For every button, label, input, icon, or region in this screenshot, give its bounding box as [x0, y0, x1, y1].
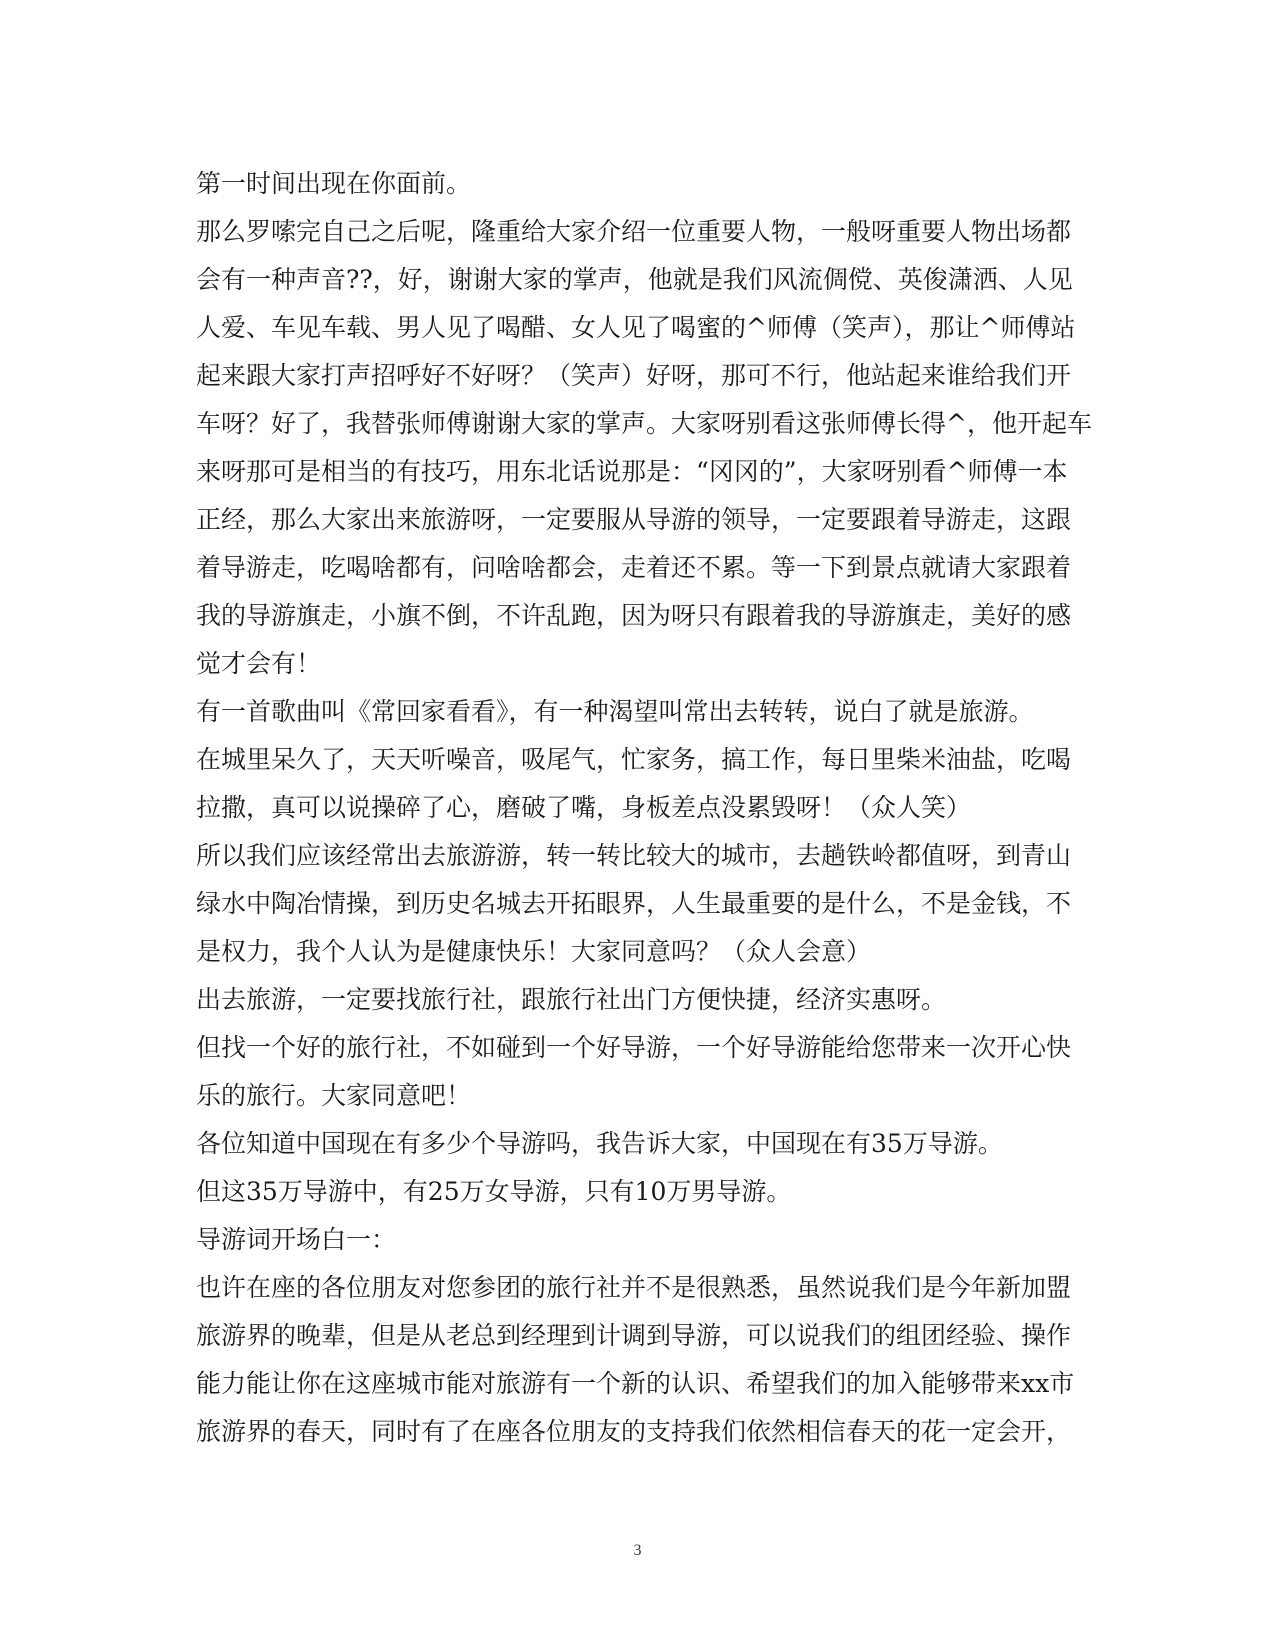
text-line: 会有一种声音??，好，谢谢大家的掌声，他就是我们风流倜傥、英俊潇洒、人见 — [196, 265, 1073, 294]
text-line: 着导游走，吃喝啥都有，问啥啥都会，走着还不累。等一下到景点就请大家跟着 — [196, 553, 1072, 582]
text-line: 觉才会有！ — [196, 649, 322, 678]
text-line: 能力能让你在这座城市能对旅游有一个新的认识、希望我们的加入能够带来xx市 — [196, 1369, 1075, 1398]
text-line: 所以我们应该经常出去旅游游，转一转比较大的城市，去趟铁岭都值呀，到青山 — [196, 841, 1072, 870]
text-line: 那么罗嗦完自己之后呢，隆重给大家介绍一位重要人物，一般呀重要人物出场都 — [196, 217, 1072, 246]
text-line: 人爱、车见车载、男人见了喝醋、女人见了喝蜜的^师傅（笑声），那让^师傅站 — [196, 313, 1076, 342]
text-line: 各位知道中国现在有多少个导游吗，我告诉大家，中国现在有35万导游。 — [196, 1129, 1003, 1158]
text-line: 有一首歌曲叫《常回家看看》，有一种渴望叫常出去转转，说白了就是旅游。 — [196, 697, 1034, 726]
text-line: 拉撒，真可以说操碎了心，磨破了嘴，身板差点没累毁呀！（众人笑） — [196, 793, 972, 822]
text-line: 但这35万导游中，有25万女导游，只有10万男导游。 — [196, 1177, 792, 1206]
text-line: 乐的旅行。大家同意吧！ — [196, 1081, 472, 1110]
text-line: 旅游界的晚辈，但是从老总到经理到计调到导游，可以说我们的组团经验、操作 — [196, 1321, 1072, 1350]
section-heading: 导游词开场白一： — [196, 1225, 397, 1254]
text-line: 车呀？好了，我替张师傅谢谢大家的掌声。大家呀别看这张师傅长得^，他开起车 — [196, 409, 1092, 438]
text-line: 出去旅游，一定要找旅行社，跟旅行社出门方便快捷，经济实惠呀。 — [196, 985, 947, 1014]
text-line: 起来跟大家打声招呼好不好呀？（笑声）好呀，那可不行，他站起来谁给我们开 — [196, 361, 1072, 390]
text-line: 但找一个好的旅行社，不如碰到一个好导游，一个好导游能给您带来一次开心快 — [196, 1033, 1072, 1062]
text-line: 是权力，我个人认为是健康快乐！大家同意吗？（众人会意） — [196, 937, 872, 966]
text-line: 在城里呆久了，天天听噪音，吸尾气，忙家务，搞工作，每日里柴米油盐，吃喝 — [196, 745, 1072, 774]
page-number: 3 — [633, 1542, 642, 1559]
text-line: 第一时间出现在你面前。 — [196, 169, 472, 198]
text-line: 绿水中陶冶情操，到历史名城去开拓眼界，人生最重要的是什么，不是金钱，不 — [196, 889, 1072, 918]
text-line: 正经，那么大家出来旅游呀，一定要服从导游的领导，一定要跟着导游走，这跟 — [196, 505, 1072, 534]
text-line: 来呀那可是相当的有技巧，用东北话说那是：“冈冈的”，大家呀别看^师傅一本 — [196, 457, 1068, 486]
document-body — [196, 160, 1096, 1456]
text-line: 旅游界的春天，同时有了在座各位朋友的支持我们依然相信春天的花一定会开， — [196, 1417, 1072, 1446]
text-line: 我的导游旗走，小旗不倒，不许乱跑，因为呀只有跟着我的导游旗走，美好的感 — [196, 601, 1072, 630]
text-line: 也许在座的各位朋友对您参团的旅行社并不是很熟悉，虽然说我们是今年新加盟 — [196, 1273, 1072, 1302]
